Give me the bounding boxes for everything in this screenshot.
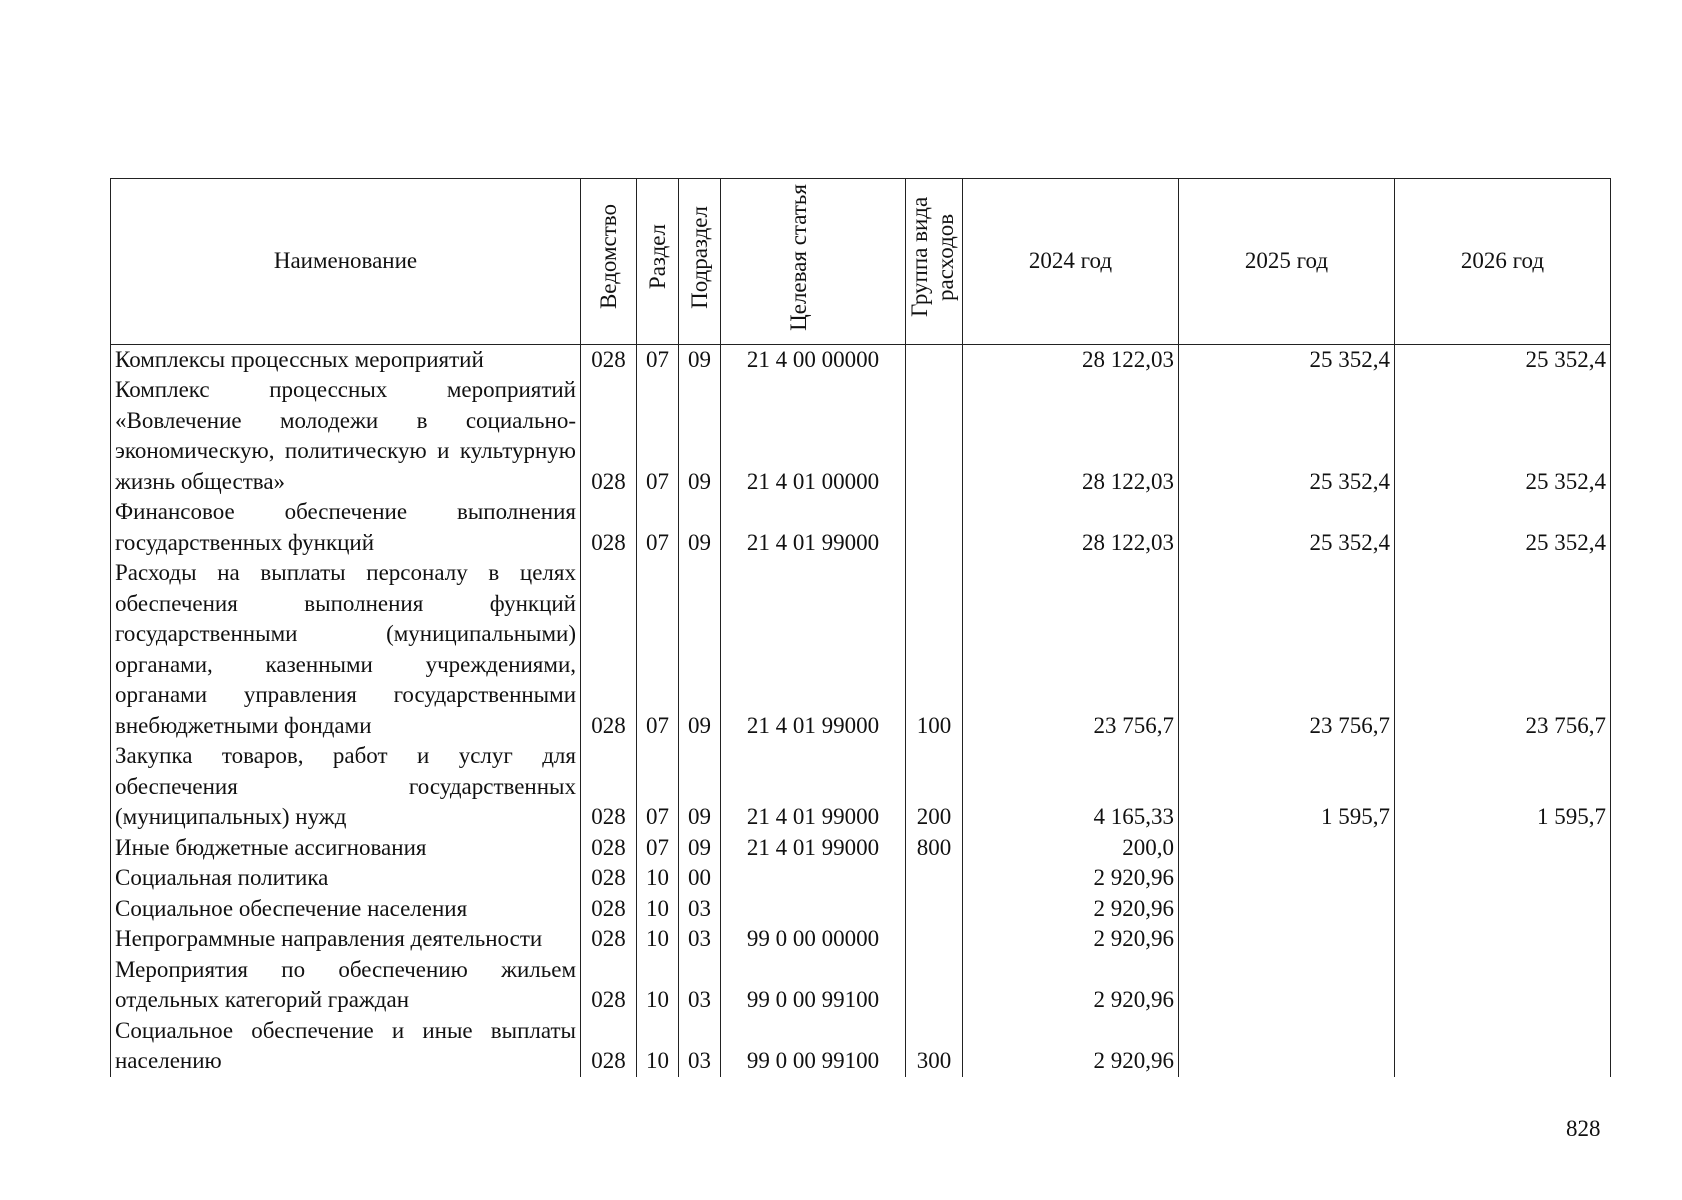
row-2025: 25 352,4: [1179, 375, 1395, 497]
row-gruppa: [906, 955, 963, 1016]
row-celevaya: 21 4 01 99000: [721, 558, 906, 741]
budget-table: [110, 178, 1611, 1077]
row-celevaya: 99 0 00 99100: [721, 1016, 906, 1077]
row-2026: [1395, 924, 1611, 955]
row-2024: 23 756,7: [963, 558, 1179, 741]
table-row: [111, 955, 1611, 1016]
row-razdel: 07: [637, 741, 679, 833]
table-row: [111, 833, 1611, 864]
row-podrazdel: 03: [679, 924, 721, 955]
row-2026: [1395, 863, 1611, 894]
row-2026: 25 352,4: [1395, 375, 1611, 497]
header-2024: 2024 год: [963, 179, 1179, 345]
row-gruppa: [906, 375, 963, 497]
row-podrazdel: 09: [679, 344, 721, 375]
row-2024: 4 165,33: [963, 741, 1179, 833]
row-razdel: 07: [637, 833, 679, 864]
row-name: Расходы на выплаты персоналу в целях обеспечения выполнения функций государственными (муниципальными) органами, казенными учреждениями, органами управления государственными внебюджетными фондами: [111, 558, 581, 741]
row-2025: [1179, 833, 1395, 864]
row-gruppa: [906, 497, 963, 558]
row-name: Комплексы процессных мероприятий: [111, 344, 581, 375]
row-podrazdel: 09: [679, 833, 721, 864]
header-ved: Ведомство: [581, 179, 637, 345]
row-celevaya: 21 4 01 99000: [721, 833, 906, 864]
row-2025: 1 595,7: [1179, 741, 1395, 833]
table-row: [111, 375, 1611, 497]
page-number: 828: [1566, 1116, 1601, 1141]
row-2025: [1179, 924, 1395, 955]
row-2024: 28 122,03: [963, 344, 1179, 375]
row-razdel: 07: [637, 497, 679, 558]
table-body: [111, 344, 1611, 1077]
row-gruppa: [906, 894, 963, 925]
row-razdel: 07: [637, 375, 679, 497]
header-gruppa: Группа вида расходов: [906, 179, 963, 345]
table-row: [111, 558, 1611, 741]
row-ved: 028: [581, 497, 637, 558]
row-razdel: 10: [637, 863, 679, 894]
row-2024: 28 122,03: [963, 497, 1179, 558]
row-2025: [1179, 863, 1395, 894]
row-ved: 028: [581, 955, 637, 1016]
table-header-row: [111, 179, 1611, 345]
row-podrazdel: 09: [679, 558, 721, 741]
row-ved: 028: [581, 741, 637, 833]
row-2026: [1395, 833, 1611, 864]
row-name: Мероприятия по обеспечению жильем отдельных категорий граждан: [111, 955, 581, 1016]
row-celevaya: 21 4 01 99000: [721, 497, 906, 558]
row-razdel: 07: [637, 558, 679, 741]
row-podrazdel: 03: [679, 955, 721, 1016]
row-2025: [1179, 894, 1395, 925]
row-2025: [1179, 1016, 1395, 1077]
row-podrazdel: 09: [679, 375, 721, 497]
row-name: Финансовое обеспечение выполнения государственных функций: [111, 497, 581, 558]
row-ved: 028: [581, 344, 637, 375]
row-2024: 2 920,96: [963, 924, 1179, 955]
row-gruppa: 800: [906, 833, 963, 864]
row-2025: 25 352,4: [1179, 497, 1395, 558]
header-podrazdel: Подраздел: [679, 179, 721, 345]
row-celevaya: 21 4 01 00000: [721, 375, 906, 497]
row-celevaya: 99 0 00 99100: [721, 955, 906, 1016]
header-celevaya: Целевая статья: [721, 179, 906, 345]
table-row: [111, 344, 1611, 375]
header-2026: 2026 год: [1395, 179, 1611, 345]
row-2024: 2 920,96: [963, 863, 1179, 894]
row-name: Социальная политика: [111, 863, 581, 894]
row-name: Иные бюджетные ассигнования: [111, 833, 581, 864]
header-2025: 2025 год: [1179, 179, 1395, 345]
row-razdel: 10: [637, 924, 679, 955]
row-2024: 28 122,03: [963, 375, 1179, 497]
row-razdel: 07: [637, 344, 679, 375]
row-razdel: 10: [637, 1016, 679, 1077]
row-podrazdel: 09: [679, 497, 721, 558]
row-2025: 25 352,4: [1179, 344, 1395, 375]
row-celevaya: 99 0 00 00000: [721, 924, 906, 955]
row-gruppa: 200: [906, 741, 963, 833]
table-row: [111, 894, 1611, 925]
row-ved: 028: [581, 894, 637, 925]
row-name: Комплекс процессных мероприятий «Вовлечение молодежи в социально-экономическую, политическую и культурную жизнь общества»: [111, 375, 581, 497]
row-podrazdel: 03: [679, 894, 721, 925]
row-celevaya: 21 4 00 00000: [721, 344, 906, 375]
row-2026: 25 352,4: [1395, 344, 1611, 375]
row-2026: [1395, 1016, 1611, 1077]
row-razdel: 10: [637, 955, 679, 1016]
row-ved: 028: [581, 558, 637, 741]
row-podrazdel: 03: [679, 1016, 721, 1077]
row-name: Закупка товаров, работ и услуг для обеспечения государственных (муниципальных) нужд: [111, 741, 581, 833]
row-2026: 1 595,7: [1395, 741, 1611, 833]
row-2024: 2 920,96: [963, 894, 1179, 925]
row-ved: 028: [581, 375, 637, 497]
header-razdel: Раздел: [637, 179, 679, 345]
row-2024: 2 920,96: [963, 1016, 1179, 1077]
row-2026: [1395, 955, 1611, 1016]
row-celevaya: 21 4 01 99000: [721, 741, 906, 833]
row-name: Социальное обеспечение и иные выплаты населению: [111, 1016, 581, 1077]
row-gruppa: 100: [906, 558, 963, 741]
row-name: Непрограммные направления деятельности: [111, 924, 581, 955]
row-celevaya: [721, 894, 906, 925]
row-ved: 028: [581, 863, 637, 894]
table-row: [111, 863, 1611, 894]
table-row: [111, 1016, 1611, 1077]
row-gruppa: [906, 344, 963, 375]
table-row: [111, 497, 1611, 558]
row-gruppa: [906, 863, 963, 894]
row-2024: 2 920,96: [963, 955, 1179, 1016]
row-gruppa: [906, 924, 963, 955]
table-row: [111, 741, 1611, 833]
row-2025: 23 756,7: [1179, 558, 1395, 741]
table-row: [111, 924, 1611, 955]
row-gruppa: 300: [906, 1016, 963, 1077]
row-podrazdel: 09: [679, 741, 721, 833]
row-ved: 028: [581, 1016, 637, 1077]
row-ved: 028: [581, 833, 637, 864]
header-name: Наименование: [111, 179, 581, 345]
row-podrazdel: 00: [679, 863, 721, 894]
row-2025: [1179, 955, 1395, 1016]
row-2024: 200,0: [963, 833, 1179, 864]
row-2026: 23 756,7: [1395, 558, 1611, 741]
row-celevaya: [721, 863, 906, 894]
row-ved: 028: [581, 924, 637, 955]
row-razdel: 10: [637, 894, 679, 925]
row-2026: 25 352,4: [1395, 497, 1611, 558]
row-2026: [1395, 894, 1611, 925]
row-name: Социальное обеспечение населения: [111, 894, 581, 925]
